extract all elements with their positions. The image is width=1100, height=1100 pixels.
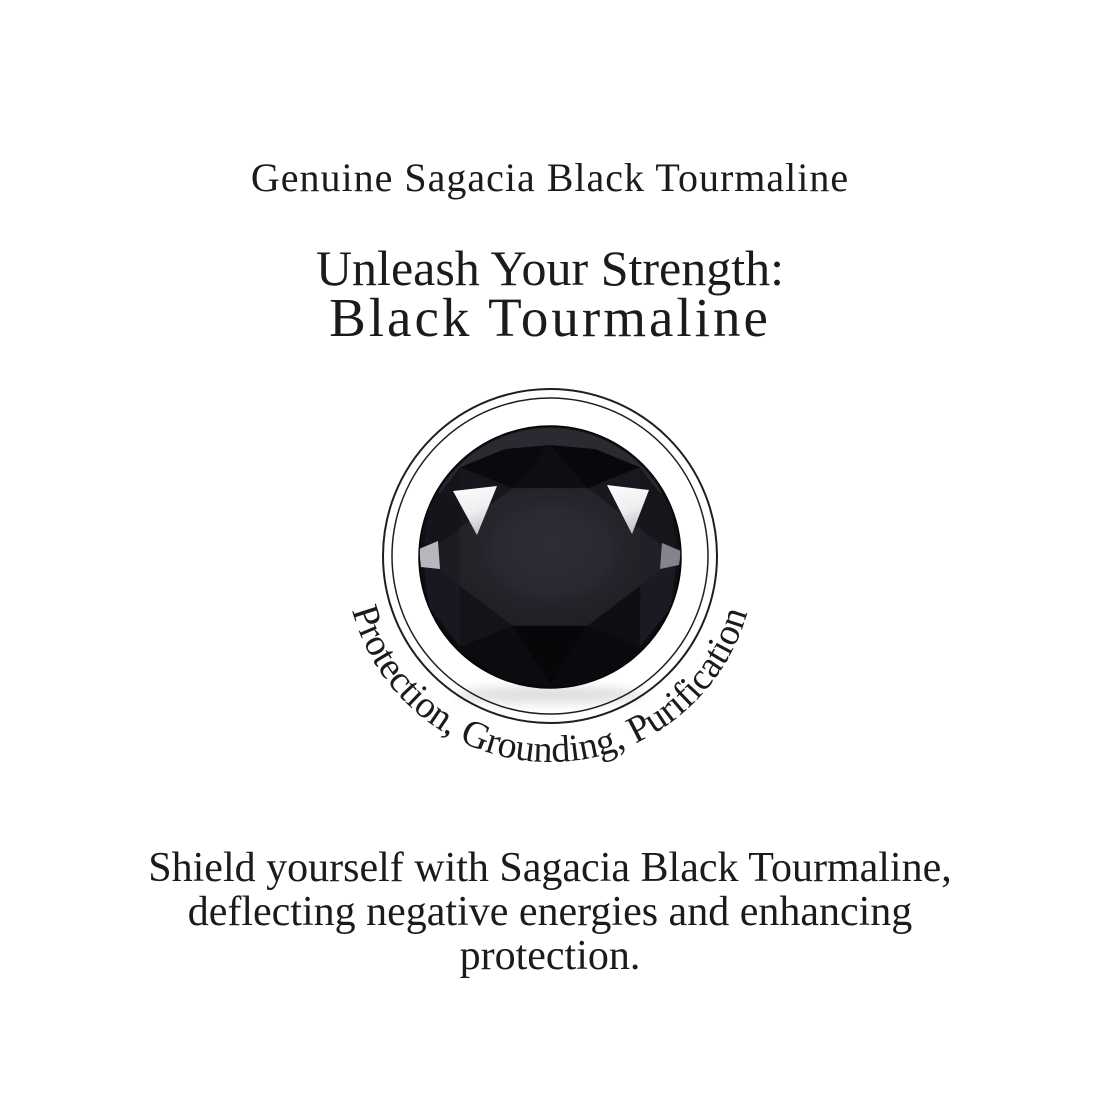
table-sheen	[490, 505, 614, 597]
description-line-1: Shield yourself with Sagacia Black Tourmaline,	[148, 845, 952, 891]
description-line-2: deflecting negative energies and enhancing	[187, 889, 913, 935]
description	[0, 846, 1100, 978]
headline-line2: Black Tourmaline	[329, 287, 771, 348]
black-tourmaline-gem-icon	[419, 426, 681, 704]
headline-line1: Unleash Your Strength:	[315, 240, 785, 296]
brand-line: Genuine Sagacia Black Tourmaline	[250, 155, 850, 200]
description-line-3: protection.	[459, 933, 641, 979]
arc-caption: Protection, Grounding, Purification	[343, 599, 757, 772]
